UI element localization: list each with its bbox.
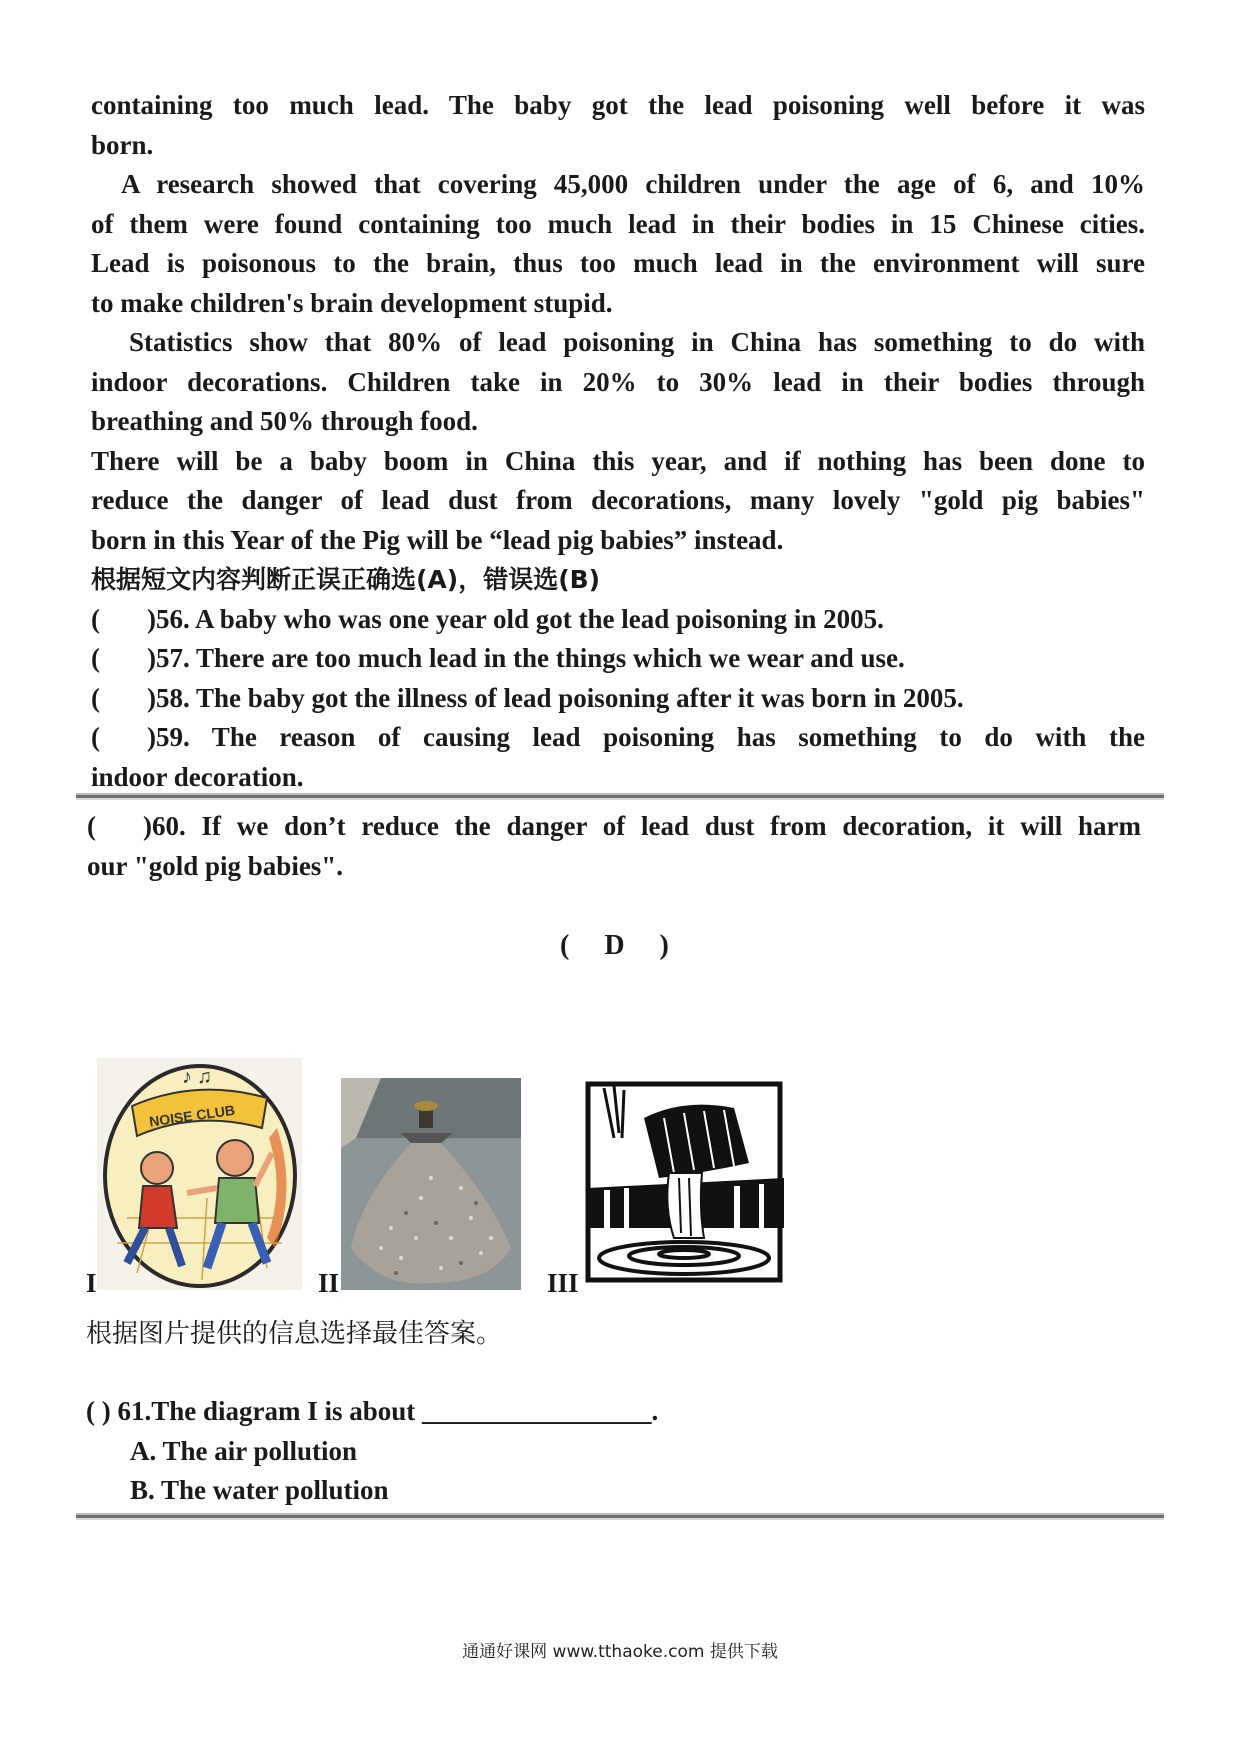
noise-club-banner: NOISE CLUB bbox=[148, 1101, 236, 1130]
passage-line: reduce the danger of lead dust from decorations, many lovely "gold pig babies" bbox=[91, 485, 1145, 515]
passage-line: to make children's brain development stupid. bbox=[91, 287, 613, 318]
picture-label-3: III bbox=[547, 1268, 579, 1298]
question-61-block bbox=[86, 1392, 1140, 1511]
question-59: ( )59. The reason of causing lead poisoning has something to do with the bbox=[91, 722, 1145, 752]
passage-line: Statistics show that 80% of lead poisoning in China has something to do with bbox=[129, 327, 1145, 357]
passage-line: born in this Year of the Pig will be “lead pig babies” instead. bbox=[91, 524, 784, 555]
picture-label-1: I bbox=[86, 1268, 97, 1298]
question-60: ( )60. If we don’t reduce the danger of lead dust from decoration, it will harm bbox=[87, 811, 1141, 841]
svg-text:♪ ♫: ♪ ♫ bbox=[182, 1066, 212, 1088]
instruction-picture: 根据图片提供的信息选择最佳答案。 bbox=[86, 1319, 503, 1349]
passage bbox=[91, 86, 1145, 797]
sewage-pipe-picture bbox=[584, 1078, 786, 1288]
passage-line: Lead is poisonous to the brain, thus too much lead in the environment will sure bbox=[91, 248, 1145, 278]
question-61-stem: ( ) 61.The diagram I is about _________________. bbox=[86, 1396, 659, 1426]
question-60-block bbox=[87, 807, 1141, 886]
instruction-true-false: 根据短文内容判断正误正确选(A)，错误选(B) bbox=[91, 565, 601, 594]
passage-line: breathing and 50% through food. bbox=[91, 406, 478, 436]
passage-line: containing too much lead. The baby got the lead poisoning well before it was bbox=[91, 90, 1145, 120]
picture-label-2: II bbox=[318, 1268, 340, 1298]
question-57: ( )57. There are too much lead in the things which we wear and use. bbox=[91, 643, 905, 673]
section-label: ( D ) bbox=[560, 930, 683, 961]
page-divider bbox=[76, 795, 1164, 798]
water-garbage-picture bbox=[341, 1078, 521, 1290]
passage-line: There will be a baby boom in China this year, and if nothing has been done to bbox=[91, 445, 1145, 476]
question-58: ( )58. The baby got the illness of lead poisoning after it was born in 2005. bbox=[91, 682, 964, 713]
passage-line: indoor decorations. Children take in 20% to 30% lead in their bodies through bbox=[91, 366, 1145, 397]
question-59-continuation: indoor decoration. bbox=[91, 761, 304, 792]
passage-line: of them were found containing too much lead in their bodies in 15 Chinese cities. bbox=[91, 208, 1145, 239]
question-56: ( )56. A baby who was one year old got the lead poisoning in 2005. bbox=[91, 603, 884, 634]
option-a: A. The air pollution bbox=[130, 1435, 358, 1466]
passage-line: born. bbox=[91, 129, 154, 160]
noise-club-picture bbox=[97, 1058, 302, 1290]
passage-line: A research showed that covering 45,000 children under the age of 6, and 10% bbox=[121, 169, 1145, 199]
page-divider bbox=[76, 1515, 1164, 1518]
question-60-continuation: our "gold pig babies". bbox=[87, 850, 344, 881]
option-b: B. The water pollution bbox=[130, 1475, 389, 1505]
footer-credit: 通通好课网 www.tthaoke.com 提供下载 bbox=[462, 1642, 778, 1662]
